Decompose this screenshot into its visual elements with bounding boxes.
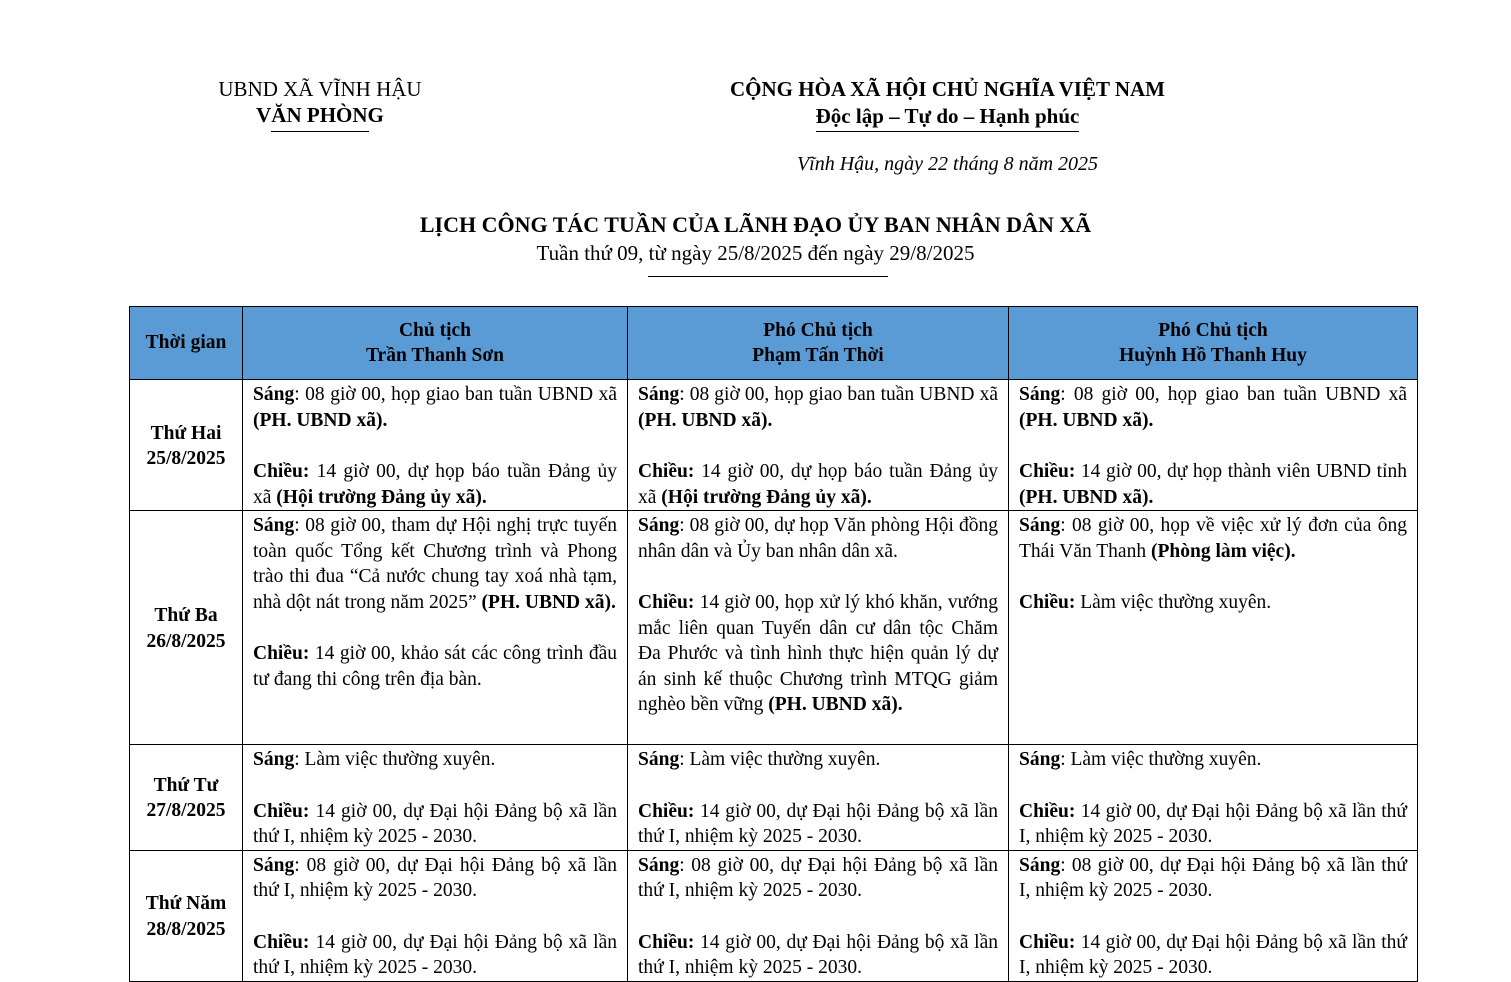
morning-text: : 08 giờ 00, họp về việc xử lý đơn của ông Thái Văn Thanh <box>1019 515 1407 562</box>
morning-text: : Làm việc thường xuyên. <box>1060 749 1262 770</box>
afternoon-label: Chiều: <box>253 643 310 664</box>
morning-label: Sáng <box>638 854 680 876</box>
leader-column-header <box>628 307 1009 380</box>
morning-label: Sáng <box>253 515 295 536</box>
leader-role: Chủ tịch <box>398 319 472 341</box>
entry-spacer <box>1019 433 1407 459</box>
morning-entry <box>253 853 617 904</box>
schedule-cell <box>1009 511 1418 745</box>
afternoon-entry <box>253 930 617 981</box>
schedule-cell <box>628 745 1009 851</box>
schedule-cell <box>243 511 628 745</box>
entry-spacer <box>1019 904 1407 930</box>
day-name: Thứ Năm <box>145 893 227 914</box>
document-title: LỊCH CÔNG TÁC TUẦN CỦA LÃNH ĐẠO ỦY BAN NHÂN DÂN XÃ <box>419 212 1092 237</box>
morning-entry <box>1019 382 1407 433</box>
entry-spacer <box>253 904 617 930</box>
table-row <box>130 511 1418 745</box>
schedule-table <box>129 306 1418 982</box>
entry-spacer <box>253 433 617 459</box>
day-name: Thứ Ba <box>154 605 218 626</box>
morning-label: Sáng <box>638 749 680 770</box>
agency-name: UBND XÃ VĨNH HẬU <box>218 77 422 101</box>
afternoon-entry <box>638 590 998 718</box>
day-cell <box>130 511 243 745</box>
morning-label: Sáng <box>1019 749 1061 770</box>
morning-text: : 08 giờ 00, dự Đại hội Đảng bộ xã lần thứ I, nhiệm kỳ 2025 - 2030. <box>1019 854 1407 901</box>
office-underline <box>271 131 369 132</box>
issuing-agency-block <box>190 76 450 132</box>
morning-label: Sáng <box>1019 854 1061 876</box>
afternoon-text: 14 giờ 00, dự Đại hội Đảng bộ xã lần thứ I, nhiệm kỳ 2025 - 2030. <box>253 931 617 978</box>
afternoon-entry <box>1019 459 1407 510</box>
entry-spacer <box>1019 773 1407 799</box>
afternoon-label: Chiều: <box>1019 931 1076 953</box>
morning-text: : Làm việc thường xuyên. <box>294 749 496 770</box>
entry-spacer <box>253 615 617 641</box>
day-cell <box>130 850 243 981</box>
morning-text: : 08 giờ 00, dự Đại hội Đảng bộ xã lần thứ I, nhiệm kỳ 2025 - 2030. <box>638 854 998 901</box>
morning-entry <box>638 513 998 564</box>
afternoon-text: 14 giờ 00, họp xử lý khó khăn, vướng mắc liên quan Tuyến dân cư dân tộc Chăm Đa Phước và tình hình thực hiện quản lý dự án sinh kế thuộc Chương trình MTQG giảm nghèo bền vững <box>638 592 998 715</box>
afternoon-entry <box>253 799 617 850</box>
day-date: 26/8/2025 <box>146 630 226 652</box>
afternoon-label: Chiều: <box>638 931 695 953</box>
morning-entry <box>1019 747 1407 773</box>
afternoon-label: Chiều: <box>1019 800 1076 822</box>
morning-label: Sáng <box>638 384 680 405</box>
table-header-row <box>130 307 1418 380</box>
leader-column-header <box>1009 307 1418 380</box>
table-row <box>130 745 1418 851</box>
morning-label: Sáng <box>253 854 295 876</box>
afternoon-text: 14 giờ 00, dự Đại hội Đảng bộ xã lần thứ I, nhiệm kỳ 2025 - 2030. <box>638 931 998 978</box>
morning-entry <box>638 382 998 433</box>
day-name: Thứ Tư <box>153 774 219 796</box>
schedule-cell <box>243 745 628 851</box>
day-name: Thứ Hai <box>150 422 222 444</box>
schedule-cell <box>628 380 1009 511</box>
day-cell <box>130 745 243 851</box>
day-cell <box>130 380 243 511</box>
morning-location: (PH. UBND xã). <box>481 591 616 613</box>
table-row <box>130 380 1418 511</box>
document-date: Vĩnh Hậu, ngày 22 tháng 8 năm 2025 <box>796 153 1099 175</box>
afternoon-text: 14 giờ 00, dự Đại hội Đảng bộ xã lần thứ I, nhiệm kỳ 2025 - 2030. <box>638 800 998 847</box>
country-name: CỘNG HÒA XÃ HỘI CHỦ NGHĨA VIỆT NAM <box>729 77 1166 101</box>
afternoon-text: 14 giờ 00, dự Đại hội Đảng bộ xã lần thứ I, nhiệm kỳ 2025 - 2030. <box>1019 800 1407 847</box>
entry-spacer <box>638 433 998 459</box>
morning-label: Sáng <box>1019 384 1061 405</box>
schedule-cell <box>243 380 628 511</box>
day-date: 28/8/2025 <box>146 918 226 940</box>
national-title-block <box>660 76 1235 132</box>
afternoon-entry <box>1019 930 1407 981</box>
morning-entry <box>638 853 998 904</box>
leader-name: Huỳnh Hồ Thanh Huy <box>1119 345 1307 366</box>
afternoon-entry <box>253 459 617 510</box>
morning-label: Sáng <box>1019 515 1061 536</box>
afternoon-entry <box>1019 590 1407 616</box>
entry-spacer <box>1019 564 1407 590</box>
afternoon-location: (Hội trường Đảng ủy xã). <box>661 486 872 508</box>
afternoon-label: Chiều: <box>1019 461 1076 482</box>
morning-text: : 08 giờ 00, tham dự Hội nghị trực tuyến toàn quốc Tổng kết Chương trình và Phong trào thi đua “Cả nước chung tay xoá nhà tạm, nhà dột nát trong năm 2025” <box>253 515 617 613</box>
morning-label: Sáng <box>253 749 295 770</box>
afternoon-entry <box>1019 799 1407 850</box>
day-date: 25/8/2025 <box>146 448 226 469</box>
afternoon-label: Chiều: <box>638 592 695 613</box>
document-subtitle: Tuần thứ 09, từ ngày 25/8/2025 đến ngày 29/8/2025 <box>536 241 975 265</box>
afternoon-text: 14 giờ 00, dự họp thành viên UBND tỉnh <box>1075 461 1407 482</box>
schedule-cell <box>243 850 628 981</box>
entry-spacer <box>638 773 998 799</box>
morning-entry <box>1019 853 1407 904</box>
leader-name: Trần Thanh Sơn <box>366 345 504 366</box>
time-column-header: Thời gian <box>130 307 243 380</box>
afternoon-label: Chiều: <box>1019 592 1076 613</box>
morning-entry <box>253 382 617 433</box>
morning-text: : 08 giờ 00, dự họp Văn phòng Hội đồng nhân dân và Ủy ban nhân dân xã. <box>638 515 998 562</box>
day-date: 27/8/2025 <box>146 800 226 822</box>
afternoon-location: (PH. UBND xã). <box>1019 486 1154 508</box>
leader-role: Phó Chủ tịch <box>1158 319 1268 341</box>
morning-entry <box>1019 513 1407 564</box>
afternoon-location: (PH. UBND xã). <box>768 694 903 715</box>
table-row <box>130 850 1418 981</box>
morning-entry <box>253 747 617 773</box>
morning-text: : 08 giờ 00, họp giao ban tuần UBND xã <box>1060 384 1407 405</box>
entry-spacer <box>638 564 998 590</box>
afternoon-entry <box>638 930 998 981</box>
afternoon-location: (Hội trường Đảng ủy xã). <box>276 486 487 508</box>
afternoon-text: 14 giờ 00, dự họp báo tuần Đảng ủy xã <box>638 461 998 508</box>
morning-location: (PH. UBND xã). <box>638 409 773 431</box>
afternoon-label: Chiều: <box>638 800 695 822</box>
schedule-cell <box>628 850 1009 981</box>
afternoon-label: Chiều: <box>253 800 310 822</box>
afternoon-text: Làm việc thường xuyên. <box>1075 592 1272 613</box>
entry-spacer <box>638 904 998 930</box>
leader-name: Phạm Tấn Thời <box>752 345 884 366</box>
morning-text: : 08 giờ 00, họp giao ban tuần UBND xã <box>294 384 617 405</box>
national-motto: Độc lập – Tự do – Hạnh phúc <box>816 103 1080 132</box>
afternoon-label: Chiều: <box>253 931 310 953</box>
morning-location: (Phòng làm việc). <box>1150 540 1296 562</box>
morning-location: (PH. UBND xã). <box>1019 409 1154 431</box>
morning-entry <box>638 747 998 773</box>
afternoon-entry <box>638 799 998 850</box>
afternoon-entry <box>253 641 617 692</box>
afternoon-entry <box>638 459 998 510</box>
afternoon-text: 14 giờ 00, dự Đại hội Đảng bộ xã lần thứ I, nhiệm kỳ 2025 - 2030. <box>253 800 617 847</box>
subtitle-underline <box>648 276 888 277</box>
morning-location: (PH. UBND xã). <box>253 409 388 431</box>
office-name: VĂN PHÒNG <box>256 103 384 127</box>
morning-label: Sáng <box>253 384 295 405</box>
schedule-cell <box>628 511 1009 745</box>
afternoon-label: Chiều: <box>253 461 310 482</box>
morning-text: : 08 giờ 00, dự Đại hội Đảng bộ xã lần thứ I, nhiệm kỳ 2025 - 2030. <box>253 854 617 901</box>
schedule-cell <box>1009 745 1418 851</box>
morning-label: Sáng <box>638 515 680 536</box>
leader-role: Phó Chủ tịch <box>763 319 873 341</box>
afternoon-text: 14 giờ 00, dự họp báo tuần Đảng ủy xã <box>253 461 617 508</box>
leader-column-header <box>243 307 628 380</box>
schedule-cell <box>1009 380 1418 511</box>
entry-spacer <box>253 773 617 799</box>
schedule-cell <box>1009 850 1418 981</box>
afternoon-text: 14 giờ 00, dự Đại hội Đảng bộ xã lần thứ I, nhiệm kỳ 2025 - 2030. <box>1019 931 1407 978</box>
morning-text: : Làm việc thường xuyên. <box>679 749 881 770</box>
afternoon-text: 14 giờ 00, khảo sát các công trình đầu tư đang thi công trên địa bàn. <box>253 643 617 690</box>
morning-entry <box>253 513 617 615</box>
morning-text: : 08 giờ 00, họp giao ban tuần UBND xã <box>679 384 998 405</box>
afternoon-label: Chiều: <box>638 461 695 482</box>
